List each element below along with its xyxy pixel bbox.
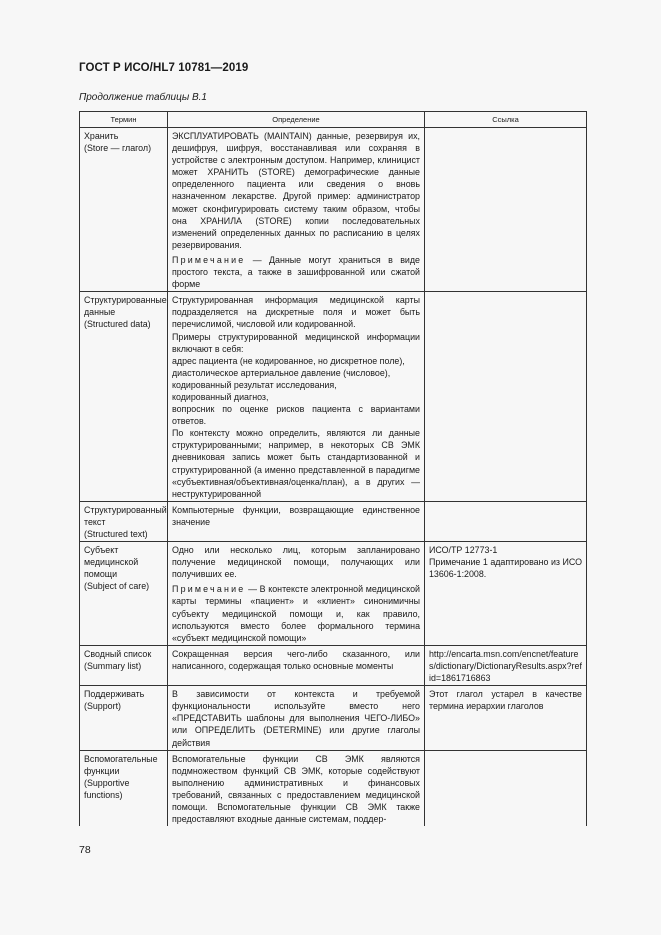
definition-cell <box>168 542 425 646</box>
term-ru: Субъект медицинской помощи <box>84 545 139 580</box>
table-row <box>80 542 587 646</box>
reference-cell <box>425 292 587 502</box>
reference-cell <box>425 645 587 685</box>
note-label: Примечание <box>172 584 246 595</box>
term-cell <box>80 542 168 646</box>
term-cell <box>80 645 168 685</box>
table-row <box>80 292 587 502</box>
definition-paragraph: Вспомогательные функции СВ ЭМК являются подмножеством функций СВ ЭМК, которые содействуют выполнению административных и финансовых требований, связанных с предоставлением медицинской помощи. Вспомогательные функции СВ ЭМК также предоставляют входные данные системам, поддер- <box>172 753 420 825</box>
column-header-definition: Определение <box>168 112 425 128</box>
definition-cell <box>168 645 425 685</box>
term-cell <box>80 750 168 826</box>
definition-paragraph: кодированный результат исследования, <box>172 379 337 390</box>
table-row <box>80 501 587 541</box>
term-ru: Структурированный текст <box>84 504 167 527</box>
definition-paragraph: кодированный диагноз, <box>172 391 269 402</box>
definition-cell <box>168 750 425 826</box>
term-ru: Хранить <box>84 131 119 141</box>
definition-cell <box>168 128 425 292</box>
reference-line: Этот глагол устарел в качестве термина иерархии глаголов <box>429 689 582 712</box>
definition-cell <box>168 686 425 750</box>
reference-line: Примечание 1 адаптировано из ИСО 13606-1:2008. <box>429 557 582 580</box>
reference-line: ИСО/ТР 12773-1 <box>429 545 498 556</box>
definition-paragraph: адрес пациента (не кодированное, но дискретное поле), <box>172 355 405 366</box>
document-header: ГОСТ Р ИСО/HL7 10781—2019 <box>79 62 249 74</box>
note <box>172 583 420 643</box>
reference-cell <box>425 542 587 646</box>
term-en: (Supportive functions) <box>84 777 130 800</box>
table-row <box>80 750 587 826</box>
note-text: — В контексте электронной медицинской карты термины «пациент» и «клиент» синонимичны субъекту медицинской помощи и, как правило, используются вместо более формального термина «субъект медицинской помощи» <box>172 584 420 643</box>
definitions-table <box>79 111 587 826</box>
definition-paragraph: диастолическое артериальное давление (числовое), <box>172 367 391 378</box>
definition-paragraph: вопросник по оценке рисков пациента с вариантами ответов. <box>172 404 420 427</box>
term-ru: Сводный список <box>84 648 152 659</box>
definition-paragraph: По контексту можно определить, являются ли данные структурированными; например, в некоторых СВ ЭМК дневниковая запись может быть стандартизованной и структурированной (а именно представленной в парадигме «субъективная/объективная/оценка/план), а в других — неструктурированной <box>172 428 420 499</box>
term-cell <box>80 686 168 750</box>
definition-paragraph: Структурированная информация медицинской карты подразделяется на дискретные поля и может быть перечислимой, числовой или кодированной. <box>172 295 420 330</box>
term-en: (Structured text) <box>84 529 148 539</box>
table-row <box>80 645 587 685</box>
definition-paragraph: Сокращенная версия чего-либо сказанного, или написанного, содержащая только основные моменты <box>172 648 420 671</box>
page-number: 78 <box>79 844 91 856</box>
reference-cell <box>425 750 587 826</box>
definition-cell <box>168 501 425 541</box>
note <box>172 254 420 290</box>
reference-cell <box>425 501 587 541</box>
note-text: — Данные могут храниться в виде простого текста, а также в зашифрованной или сжатой форме <box>172 254 420 290</box>
definition-paragraph: Одно или несколько лиц, которым запланировано получение медицинской помощи, получающих или получивших ее. <box>172 545 420 580</box>
column-header-reference: Ссылка <box>425 112 587 128</box>
term-en: (Store — глагол) <box>84 143 152 154</box>
reference-line: http://encarta.msn.com/encnet/features/dictionary/DictionaryResults.aspx?refid=1861716863 <box>429 648 582 684</box>
reference-cell <box>425 128 587 292</box>
table-caption: Продолжение таблицы В.1 <box>79 92 207 103</box>
term-cell <box>80 128 168 292</box>
term-en: (Summary list) <box>84 660 142 671</box>
term-cell <box>80 292 168 502</box>
term-ru: Вспомогательные функции <box>84 753 158 776</box>
table-row <box>80 686 587 750</box>
term-cell <box>80 501 168 541</box>
definition-paragraph: Компьютерные функции, возвращающие единственное значение <box>172 504 420 527</box>
column-header-term: Термин <box>80 112 168 128</box>
term-en: (Structured data) <box>84 319 151 330</box>
term-ru: Поддерживать <box>84 689 145 700</box>
term-ru: Структурированные данные <box>84 295 167 318</box>
note-label: Примечание <box>172 254 246 265</box>
definition-cell <box>168 292 425 502</box>
definition-paragraph: В зависимости от контекста и требуемой функциональности используйте вместо него «ПРЕДСТАВИТЬ шаблоны для выполнения ЧЕГО-ЛИБО» или ОПРЕДЕЛИТЬ (DETERMINE) или другие глаголы действия <box>172 689 420 748</box>
table-header-row <box>80 112 587 128</box>
term-en: (Support) <box>84 701 121 712</box>
table-row <box>80 128 587 292</box>
reference-cell <box>425 686 587 750</box>
definition-paragraph: ЭКСПЛУАТИРОВАТЬ (MAINTAIN) данные, резервируя их, дешифруя, шифруя, восстанавливая или сохраняя в устройстве с электронным доступом. Например, клиницист может ХРАНИТЬ (STORE) демографические данные определенного пациента или сведения о вновь назначенном лекарстве. Другой пример: администратор может сконфигурировать систему таким образом, чтобы она ХРАНИЛА (STORE) копии последовательных изменений определенных данных по расписанию в целях резервирования. <box>172 131 420 250</box>
definition-paragraph: Примеры структурированной медицинской информации включают в себя: <box>172 331 420 354</box>
term-en: (Subject of care) <box>84 581 150 592</box>
